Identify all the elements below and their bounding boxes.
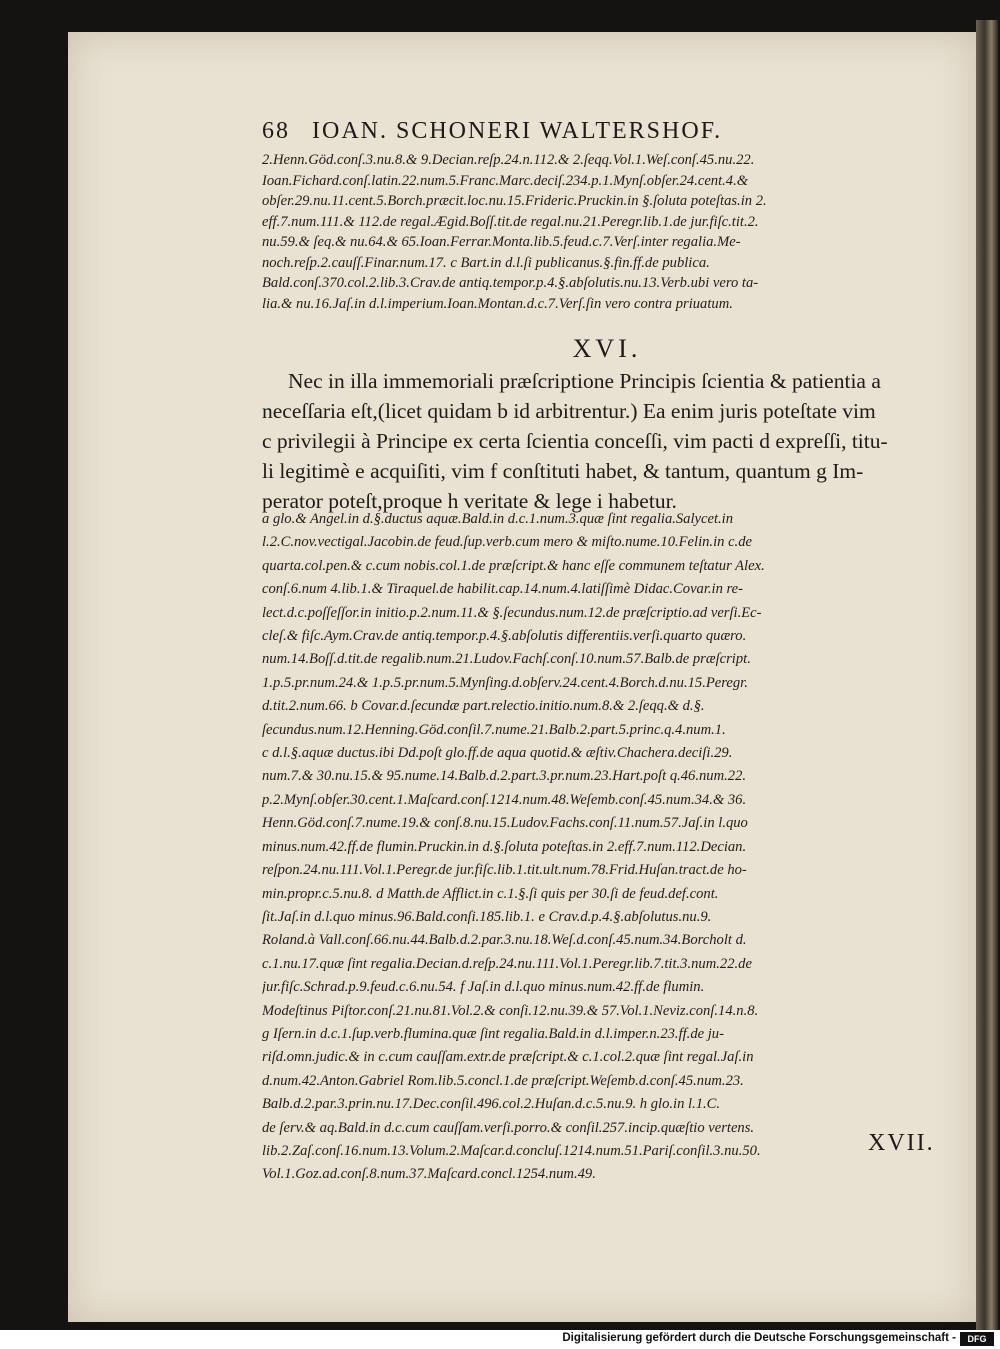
book-page-edge bbox=[976, 20, 998, 1330]
note-line: Modeſtinus Piſtor.conſ.21.nu.81.Vol.2.& conſi.12.nu.39.& 57.Vol.1.Neviz.conſ.14.n.8. bbox=[262, 1002, 759, 1019]
main-line: perator poteſt,proque h veritate & lege i habetur. bbox=[262, 489, 677, 513]
note-line: Ioan.Fichard.conſ.latin.22.num.5.Franc.Marc.deciſ.234.p.1.Mynſ.obſer.24.cent.4.& bbox=[262, 172, 749, 189]
note-line: g Iſern.in d.c.1.ſup.verb.flumina.quæ ſint regalia.Bald.in d.l.imper.n.23.ff.de ju- bbox=[262, 1025, 724, 1042]
note-line: Roland.à Vall.conſ.66.nu.44.Balb.d.2.par.3.nu.18.Weſ.d.conſ.45.num.34.Borcholt d. bbox=[262, 932, 747, 949]
footnotes-top bbox=[262, 150, 952, 314]
note-line: d.tit.2.num.66. b Covar.d.ſecundæ part.relectio.initio.num.8.& 2.ſeqq.& d.§. bbox=[262, 698, 705, 715]
note-line: de ſerv.& aq.Bald.in d.c.cum cauſſam.verſi.porro.& conſil.257.incip.quæſtio vertens. bbox=[262, 1119, 755, 1136]
footer-bar bbox=[0, 1330, 1000, 1349]
dfg-logo: DFG bbox=[960, 1332, 994, 1346]
page-number: 68 bbox=[262, 118, 290, 144]
note-line: 1.p.5.pr.num.24.& 1.p.5.pr.num.5.Mynſing.d.obſerv.24.cent.4.Borch.d.nu.15.Peregr. bbox=[262, 674, 748, 691]
running-header bbox=[262, 118, 822, 152]
note-line: min.propr.c.5.nu.8. d Matth.de Afflict.in c.1.§.ſi quis per 30.ſi de feud.def.cont. bbox=[262, 885, 719, 902]
note-line: ſecundus.num.12.Henning.Göd.conſil.7.nume.21.Balb.2.part.5.princ.q.4.num.1. bbox=[262, 721, 726, 738]
note-line: eff.7.num.111.& 112.de regal.Ægid.Boſſ.tit.de regal.nu.21.Peregr.lib.1.de jur.fiſc.tit.2. bbox=[262, 213, 759, 230]
note-line: lia.& nu.16.Jaſ.in d.l.imperium.Ioan.Montan.d.c.7.Verſ.ſin vero contra priuatum. bbox=[262, 295, 733, 312]
note-line: lib.2.Zaſ.conſ.16.num.13.Volum.2.Maſcar.d.concluſ.1214.num.51.Pariſ.conſil.3.nu.50. bbox=[262, 1142, 761, 1159]
note-line: obſer.29.nu.11.cent.5.Borch.præcit.loc.nu.15.Frideric.Pruckin.in §.ſoluta poteſtas.in 2. bbox=[262, 193, 767, 209]
main-line: c privilegii à Principe ex certa ſcientia conceſſi, vim pacti d expreſſi, titu- bbox=[262, 429, 888, 453]
note-line: a glo.& Angel.in d.§.ductus aquæ.Bald.in d.c.1.num.3.quæ ſint regalia.Salycet.in bbox=[262, 511, 734, 527]
note-line: conſ.6.num 4.lib.1.& Tiraquel.de habilit.cap.14.num.4.latiſſimè Didac.Covar.in re- bbox=[262, 581, 744, 598]
note-line: c.1.nu.17.quæ ſint regalia.Decian.d.reſp.24.nu.111.Vol.1.Peregr.lib.7.tit.3.num.22.de bbox=[262, 955, 752, 972]
note-line: Balb.d.2.par.3.prin.nu.17.Dec.conſil.496.col.2.Huſan.d.c.5.nu.9. h glo.in l.1.C. bbox=[262, 1096, 721, 1113]
funding-note: Digitalisierung gefördert durch die Deutsche Forschungsgemeinschaft - bbox=[562, 1332, 956, 1344]
note-line: c d.l.§.aquæ ductus.ibi Dd.poſt glo.ff.de aqua quotid.& æſtiv.Chachera.deciſi.29. bbox=[262, 745, 733, 762]
note-line: jur.fiſc.Schrad.p.9.feud.c.6.nu.54. f Jaſ.in d.l.quo minus.num.42.ff.de flumin. bbox=[262, 979, 705, 996]
note-line: 2.Henn.Göd.conſ.3.nu.8.& 9.Decian.reſp.24.n.112.& 2.ſeqq.Vol.1.Weſ.conſ.45.nu.22. bbox=[262, 152, 755, 168]
catchword: XVII. bbox=[868, 1130, 935, 1156]
note-line: minus.num.42.ff.de flumin.Pruckin.in d.§.ſoluta poteſtas.in 2.eff.7.num.112.Decian. bbox=[262, 838, 747, 855]
note-line: noch.reſp.2.cauſſ.Finar.num.17. c Bart.in d.l.ſi publicanus.§.fin.ff.de publica. bbox=[262, 254, 710, 271]
note-line: d.num.42.Anton.Gabriel Rom.lib.5.concl.1.de præſcript.Weſemb.d.conſ.45.num.23. bbox=[262, 1072, 744, 1089]
main-line: li legitimè e acquiſiti, vim f conſtituti habet, & tantum, quantum g Im- bbox=[262, 459, 864, 483]
note-line: ſit.Jaſ.in d.l.quo minus.96.Bald.conſi.185.lib.1. e Crav.d.p.4.§.abſolutus.nu.9. bbox=[262, 908, 712, 925]
note-line: riſd.omn.judic.& in c.cum cauſſam.extr.de præſcript.& c.1.col.2.quæ ſint regal.Jaſ.in bbox=[262, 1049, 754, 1066]
note-line: Bald.conſ.370.col.2.lib.3.Crav.de antiq.tempor.p.4.§.abſolutis.nu.13.Verb.ubi vero ta- bbox=[262, 275, 759, 291]
main-line: neceſſaria eſt,(licet quidam b id arbitrentur.) Ea enim juris poteſtate vim bbox=[262, 399, 876, 423]
note-line: num.7.& 30.nu.15.& 95.nume.14.Balb.d.2.part.3.pr.num.23.Hart.poſt q.46.num.22. bbox=[262, 768, 747, 785]
note-line: l.2.C.nov.vectigal.Jacobin.de feud.ſup.verb.cum mero & miſto.nume.10.Felin.in c.de bbox=[262, 534, 752, 551]
main-line: Nec in illa immemoriali præſcriptione Principis ſcientia & patientia a bbox=[288, 369, 881, 393]
note-line: Vol.1.Goz.ad.conſ.8.num.37.Maſcard.concl.1254.num.49. bbox=[262, 1166, 596, 1183]
footnotes-bottom bbox=[262, 508, 952, 1187]
note-line: cleſ.& fiſc.Aym.Crav.de antiq.tempor.p.4.§.abſolutis differentiis.verſi.quarto quæro. bbox=[262, 628, 747, 645]
note-line: lect.d.c.poſſeſſor.in initio.p.2.num.11.& §.ſecundus.num.12.de præſcriptio.ad verſi.Ec- bbox=[262, 604, 762, 621]
main-paragraph bbox=[262, 366, 952, 516]
note-line: quarta.col.pen.& c.cum nobis.col.1.de præſcript.& hanc eſſe communem teſtatur Alex. bbox=[262, 557, 765, 574]
note-line: num.14.Boſſ.d.tit.de regalib.num.21.Ludov.Fachſ.conſ.10.num.57.Balb.de præſcript. bbox=[262, 651, 751, 668]
note-line: reſpon.24.nu.111.Vol.1.Peregr.de jur.fiſc.lib.1.tit.ult.num.78.Frid.Huſan.tract.de ho- bbox=[262, 862, 747, 879]
note-line: nu.59.& ſeq.& nu.64.& 65.Ioan.Ferrar.Monta.lib.5.feud.c.7.Verſ.inter regalia.Me- bbox=[262, 234, 741, 250]
note-line: Henn.Göd.conſ.7.nume.19.& conſ.8.nu.15.Ludov.Fachs.conſ.11.num.57.Jaſ.in l.quo bbox=[262, 815, 748, 832]
note-line: p.2.Mynſ.obſer.30.cent.1.Maſcard.conſ.1214.num.48.Weſemb.conſ.45.num.34.& 36. bbox=[262, 791, 747, 808]
section-number: XVI. bbox=[572, 334, 642, 363]
running-title: IOAN. SCHONERI WALTERSHOF. bbox=[312, 118, 723, 144]
